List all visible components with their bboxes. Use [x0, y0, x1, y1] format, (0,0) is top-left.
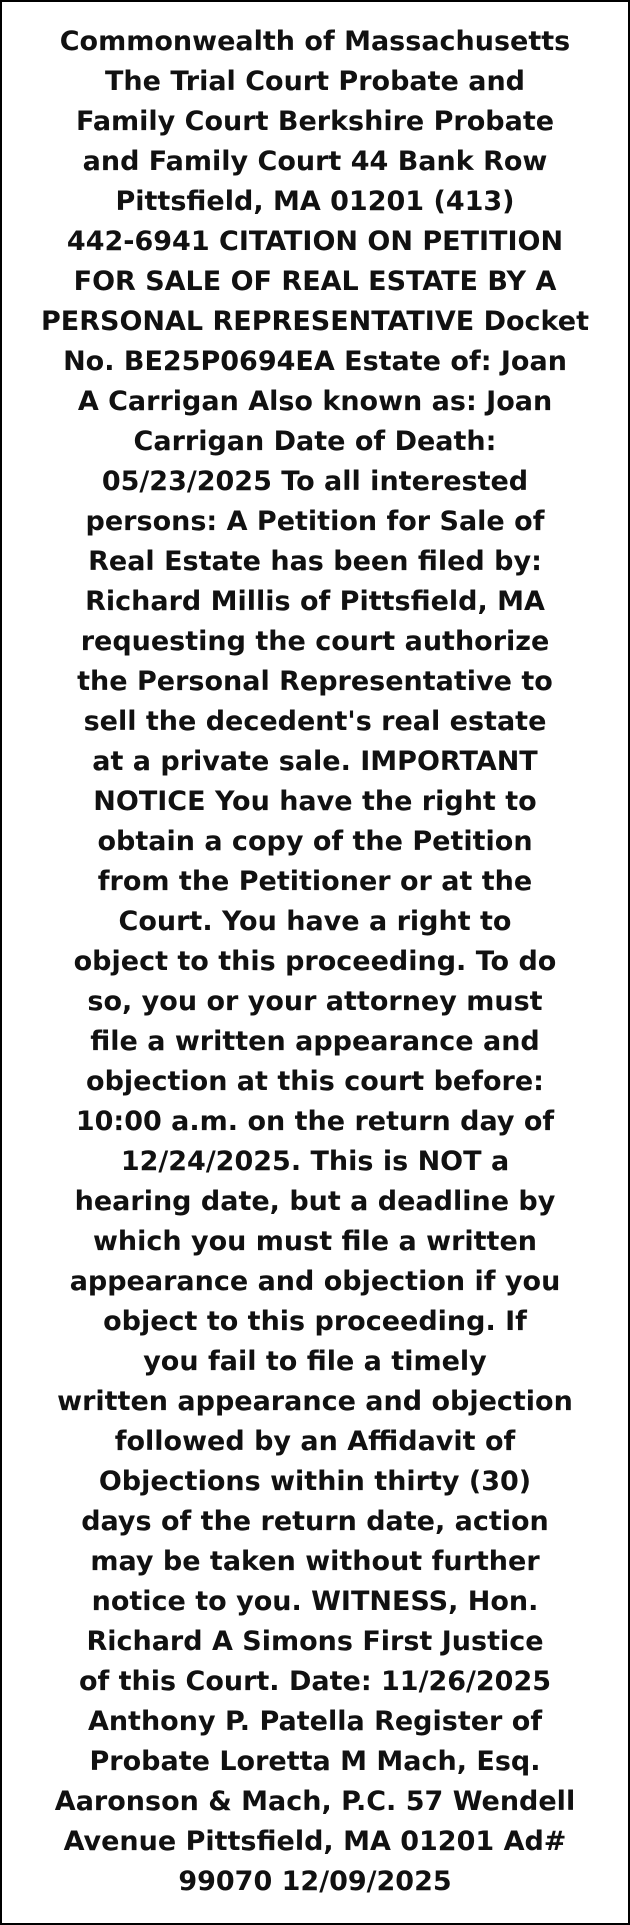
notice-line: Richard A Simons First Justice — [86, 1626, 544, 1657]
notice-line: from the Petitioner or at the — [97, 866, 533, 897]
notice-line: which you must file a written — [92, 1226, 537, 1257]
notice-line: Carrigan Date of Death: — [133, 426, 497, 457]
notice-line: 99070 12/09/2025 — [178, 1866, 452, 1897]
notice-line: Commonwealth of Massachusetts — [59, 26, 571, 57]
notice-line: object to this proceeding. To do — [73, 946, 557, 977]
notice-line: appearance and objection if you — [69, 1266, 561, 1297]
notice-line: sell the decedent's real estate — [83, 706, 547, 737]
notice-line: so, you or your attorney must — [87, 986, 543, 1017]
notice-line: may be taken without further — [90, 1546, 540, 1577]
notice-line: Court. You have a right to — [118, 906, 512, 937]
notice-line: 10:00 a.m. on the return day of — [75, 1106, 555, 1137]
notice-line: Avenue Pittsfield, MA 01201 Ad# — [63, 1826, 567, 1857]
notice-line: the Personal Representative to — [77, 666, 553, 697]
notice-line: 442-6941 CITATION ON PETITION — [66, 226, 564, 257]
notice-line: and Family Court 44 Bank Row — [82, 146, 548, 177]
notice-line: file a written appearance and — [90, 1026, 540, 1057]
notice-line: Real Estate has been filed by: — [88, 546, 542, 577]
notice-line: followed by an Affidavit of — [114, 1426, 516, 1457]
notice-line: A Carrigan Also known as: Joan — [77, 386, 553, 417]
notice-line: persons: A Petition for Sale of — [85, 506, 545, 537]
notice-line: object to this proceeding. If — [103, 1306, 527, 1337]
notice-line: Family Court Berkshire Probate — [75, 106, 555, 137]
notice-line: written appearance and objection — [57, 1386, 573, 1417]
notice-line: hearing date, but a deadline by — [74, 1186, 556, 1217]
notice-line: No. BE25P0694EA Estate of: Joan — [63, 346, 567, 377]
notice-line: NOTICE You have the right to — [93, 786, 537, 817]
notice-line: Anthony P. Patella Register of — [87, 1706, 543, 1737]
notice-line: Richard Millis of Pittsfield, MA — [85, 586, 545, 617]
notice-line: at a private sale. IMPORTANT — [92, 746, 538, 777]
notice-line: 05/23/2025 To all interested — [101, 466, 529, 497]
notice-line: days of the return date, action — [81, 1506, 549, 1537]
notice-line: Aaronson & Mach, P.C. 57 Wendell — [54, 1786, 576, 1817]
notice-line: Probate Loretta M Mach, Esq. — [89, 1746, 541, 1777]
notice-line: PERSONAL REPRESENTATIVE Docket — [40, 306, 589, 337]
notice-line: you fail to file a timely — [143, 1346, 487, 1377]
notice-line: Pittsfield, MA 01201 (413) — [115, 186, 515, 217]
notice-line: objection at this court before: — [86, 1066, 544, 1097]
notice-line: The Trial Court Probate and — [104, 66, 526, 97]
notice-line: of this Court. Date: 11/26/2025 — [78, 1666, 552, 1697]
notice-line: requesting the court authorize — [80, 626, 550, 657]
notice-line: notice to you. WITNESS, Hon. — [91, 1586, 539, 1617]
notice-line: 12/24/2025. This is NOT a — [120, 1146, 510, 1177]
notice-line: Objections within thirty (30) — [98, 1466, 532, 1497]
notice-line: FOR SALE OF REAL ESTATE BY A — [73, 266, 557, 297]
notice-line: obtain a copy of the Petition — [97, 826, 533, 857]
notice-text — [10, 22, 620, 1902]
